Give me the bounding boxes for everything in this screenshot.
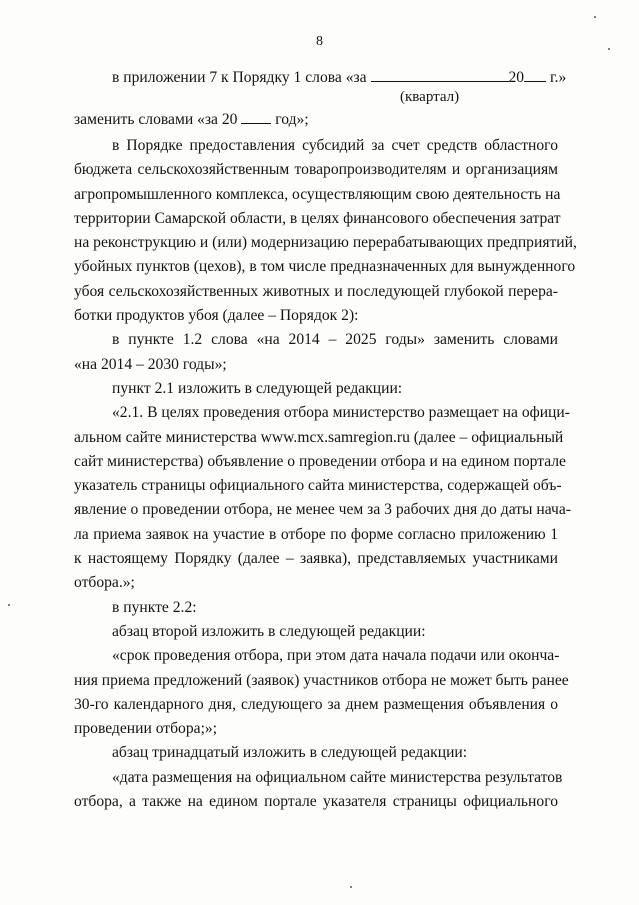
text-line: «2.1. В целях проведения отбора министерство размещает на офици- [112, 404, 570, 422]
text-line: «срок проведения отбора, при этом дата начала подачи или оконча- [112, 647, 560, 665]
intro-line-1 [74, 66, 567, 88]
text-line: абзац тринадцатый изложить в следующей редакции: [112, 744, 468, 762]
text-line: в пункте 2.2: [112, 598, 197, 616]
text-line: явление о проведении отбора, не менее чем за 3 рабочих дня до даты нача- [74, 501, 571, 519]
text-line: альном сайте министерства www.mcx.samregion.ru (далее – официальный [74, 428, 564, 446]
intro-line-2 [74, 108, 558, 130]
text-line: отбора, а также на едином портале указателя страницы официального [74, 793, 558, 811]
text-line: на реконструкцию и (или) модернизацию перерабатывающих предприятий, [74, 234, 577, 252]
text-line: в пункте 1.2 слова «на 2014 – 2025 годы» заменить словами [112, 331, 558, 349]
paragraph-point-2-1-text [74, 401, 571, 595]
scan-speck [8, 604, 10, 606]
scan-speck [608, 48, 610, 50]
text-line: убойных пунктов (цехов), в том числе предназначенных для вынужденного [74, 258, 576, 276]
text-line: убоя сельскохозяйственных животных и последующей глубокой перера- [74, 282, 558, 300]
blank-quarter [371, 66, 509, 82]
document-body [74, 66, 577, 814]
paragraph-abzac-2-text [74, 644, 569, 741]
intro-sublabel-row [74, 88, 558, 106]
intro-line-2-suffix: год»; [275, 111, 309, 128]
paragraph-abzac-2-intro [74, 620, 558, 644]
text-line: ла приема заявок на участие в отборе по форме согласно приложению 1 [74, 525, 558, 543]
page-number: 8 [316, 34, 323, 49]
text-line: агропромышленного комплекса, осуществляющим свою деятельность на [74, 185, 561, 203]
text-line: бюджета сельскохозяйственным товаропроизводителям и организациям [74, 161, 558, 179]
intro-line-1-prefix: в приложении 7 к Порядку 1 слова «за [112, 69, 367, 86]
intro-line-2-prefix: заменить словами «за 20 [74, 111, 238, 128]
text-line: к настоящему Порядку (далее – заявка), представляемых участниками [74, 550, 558, 568]
text-line: ния приема предложений (заявок) участников отбора не может быть ранее [74, 671, 569, 689]
scan-speck [594, 16, 596, 18]
blank-year-2 [241, 108, 271, 124]
paragraph-point-1-2 [74, 328, 558, 377]
text-line: отбора.»; [74, 574, 135, 592]
intro-line-1-suffix: г.» [550, 69, 567, 86]
text-line: проведении отбора;»; [74, 720, 218, 738]
intro-year: 20 [508, 69, 525, 86]
text-line: пункт 2.1 изложить в следующей редакции: [112, 379, 403, 397]
paragraph-abzac-13-text [74, 766, 563, 815]
text-line: ботки продуктов убоя (далее – Порядок 2): [74, 307, 359, 325]
text-line: в Порядке предоставления субсидий за счет средств областного [112, 137, 558, 154]
text-line: «на 2014 – 2030 годы»; [74, 355, 227, 373]
paragraph-procedure-2 [74, 134, 577, 328]
scan-speck [350, 886, 352, 888]
text-line: территории Самарской области, в целях финансового обеспечения затрат [74, 209, 561, 227]
text-line: абзац второй изложить в следующей редакции: [112, 622, 426, 640]
paragraph-point-2-1-intro [74, 377, 558, 401]
text-line: «дата размещения на официальном сайте министерства результатов [112, 768, 563, 786]
text-line: сайт министерства) объявление о проведении отбора и на едином портале [74, 452, 566, 470]
quarter-sublabel: (квартал) [400, 89, 460, 105]
blank-year [524, 66, 546, 82]
text-line: указатель страницы официального сайта министерства, содержащей объ- [74, 477, 562, 495]
text-line: 30-го календарного дня, следующего за днем размещения объявления о [74, 695, 558, 713]
paragraph-point-2-2 [74, 596, 558, 620]
paragraph-abzac-13-intro [74, 741, 558, 765]
